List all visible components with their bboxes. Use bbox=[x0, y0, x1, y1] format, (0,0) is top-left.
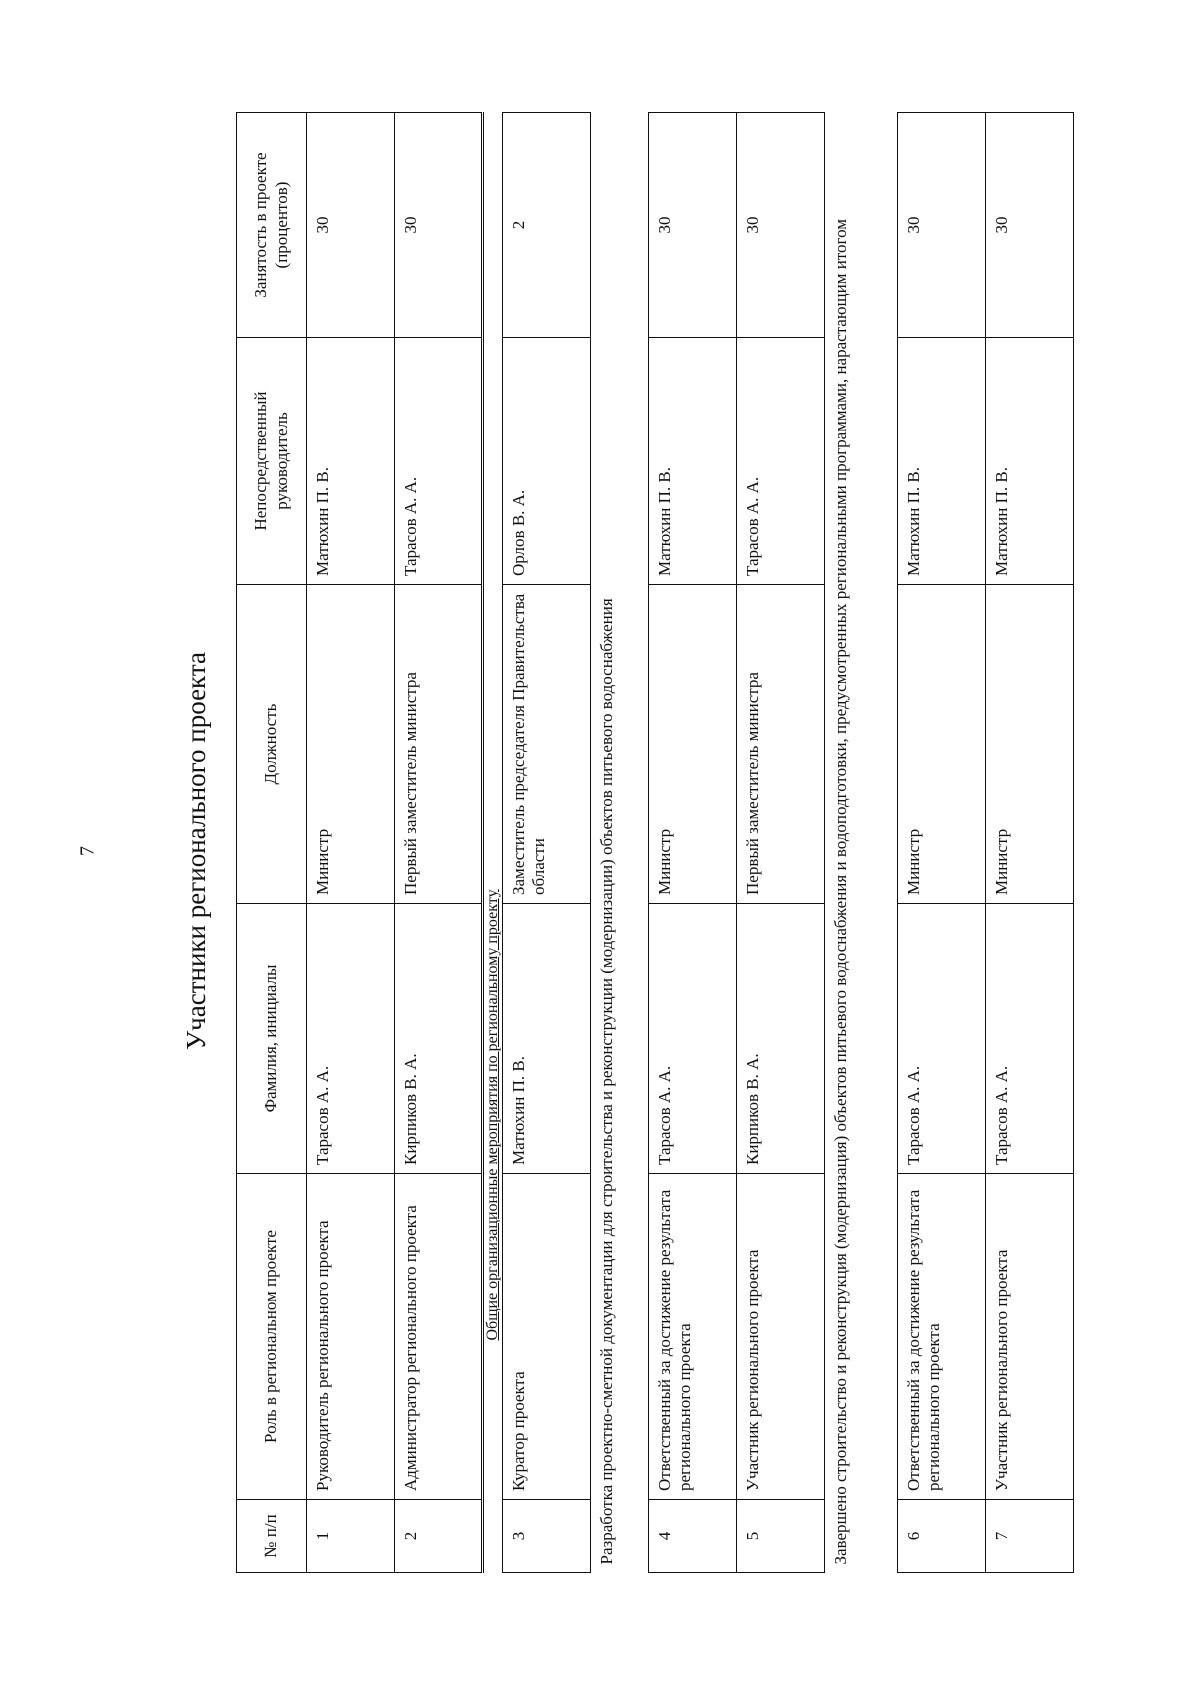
row-position: Министр bbox=[307, 585, 395, 904]
table-row bbox=[986, 113, 1074, 1573]
document-title: Участники регионального проекта bbox=[181, 652, 211, 1050]
row-name: Тарасов А. А. bbox=[986, 904, 1074, 1174]
row-name: Матюхин П. В. bbox=[503, 904, 591, 1174]
row-supervisor: Тарасов А. А. bbox=[395, 338, 483, 585]
row-share: 30 bbox=[986, 113, 1074, 338]
column-header-number: № п/п bbox=[237, 1500, 307, 1573]
section-title: Общие организационные мероприятия по региональному проекту bbox=[483, 113, 503, 1573]
table-row bbox=[898, 113, 986, 1573]
row-position: Министр bbox=[986, 585, 1074, 904]
table-row bbox=[395, 113, 483, 1573]
section-row bbox=[483, 113, 503, 1573]
row-role: Ответственный за достижение результата регионального проекта bbox=[649, 1174, 737, 1500]
row-share: 30 bbox=[737, 113, 825, 338]
row-supervisor: Матюхин П. В. bbox=[307, 338, 395, 585]
row-supervisor: Матюхин П. В. bbox=[986, 338, 1074, 585]
row-position: Заместитель председателя Правительства области bbox=[503, 585, 591, 904]
row-name: Тарасов А. А. bbox=[898, 904, 986, 1174]
participants-table bbox=[236, 112, 1074, 1573]
row-name: Кирпиков В. А. bbox=[737, 904, 825, 1174]
row-number: 4 bbox=[649, 1500, 737, 1573]
row-share: 2 bbox=[503, 113, 591, 338]
column-header-position: Должность bbox=[237, 585, 307, 904]
row-number: 3 bbox=[503, 1500, 591, 1573]
row-role: Участник регионального проекта bbox=[986, 1174, 1074, 1500]
row-share: 30 bbox=[395, 113, 483, 338]
row-role: Администратор регионального проекта bbox=[395, 1174, 483, 1500]
section-row bbox=[591, 113, 649, 1573]
row-name: Кирпиков В. А. bbox=[395, 904, 483, 1174]
column-header-name: Фамилия, инициалы bbox=[237, 904, 307, 1174]
row-role: Участник регионального проекта bbox=[737, 1174, 825, 1500]
section-title: Разработка проектно-сметной документации для строительства и реконструкции (модернизации) объектов питьевого водоснабжения bbox=[591, 113, 649, 1573]
row-supervisor: Орлов В. А. bbox=[503, 338, 591, 585]
row-number: 5 bbox=[737, 1500, 825, 1573]
table-header-row bbox=[237, 113, 307, 1573]
column-header-share: Занятость в проекте (процентов) bbox=[237, 113, 307, 338]
column-header-role: Роль в региональном проекте bbox=[237, 1174, 307, 1500]
row-number: 7 bbox=[986, 1500, 1074, 1573]
table-row bbox=[307, 113, 395, 1573]
section-row bbox=[825, 113, 898, 1573]
row-share: 30 bbox=[649, 113, 737, 338]
table-row bbox=[503, 113, 591, 1573]
column-header-supervisor: Непосредственный руководитель bbox=[237, 338, 307, 585]
row-position: Первый заместитель министра bbox=[737, 585, 825, 904]
rotated-page-content bbox=[170, 101, 1030, 1601]
table-row bbox=[737, 113, 825, 1573]
row-role: Куратор проекта bbox=[503, 1174, 591, 1500]
row-supervisor: Матюхин П. В. bbox=[649, 338, 737, 585]
row-number: 6 bbox=[898, 1500, 986, 1573]
row-number: 2 bbox=[395, 1500, 483, 1573]
row-supervisor: Тарасов А. А. bbox=[737, 338, 825, 585]
row-name: Тарасов А. А. bbox=[649, 904, 737, 1174]
row-name: Тарасов А. А. bbox=[307, 904, 395, 1174]
row-number: 1 bbox=[307, 1500, 395, 1573]
row-supervisor: Матюхин П. В. bbox=[898, 338, 986, 585]
row-position: Первый заместитель министра bbox=[395, 585, 483, 904]
row-role: Руководитель регионального проекта bbox=[307, 1174, 395, 1500]
row-position: Министр bbox=[898, 585, 986, 904]
row-share: 30 bbox=[898, 113, 986, 338]
page-number: 7 bbox=[76, 846, 99, 856]
row-role: Ответственный за достижение результата регионального проекта bbox=[898, 1174, 986, 1500]
row-position: Министр bbox=[649, 585, 737, 904]
table-row bbox=[649, 113, 737, 1573]
section-title: Завершено строительство и реконструкция (модернизация) объектов питьевого водоснабжения и водоподготовки, предусмотренных региональными программами, нарастающим итогом bbox=[825, 113, 898, 1573]
row-share: 30 bbox=[307, 113, 395, 338]
